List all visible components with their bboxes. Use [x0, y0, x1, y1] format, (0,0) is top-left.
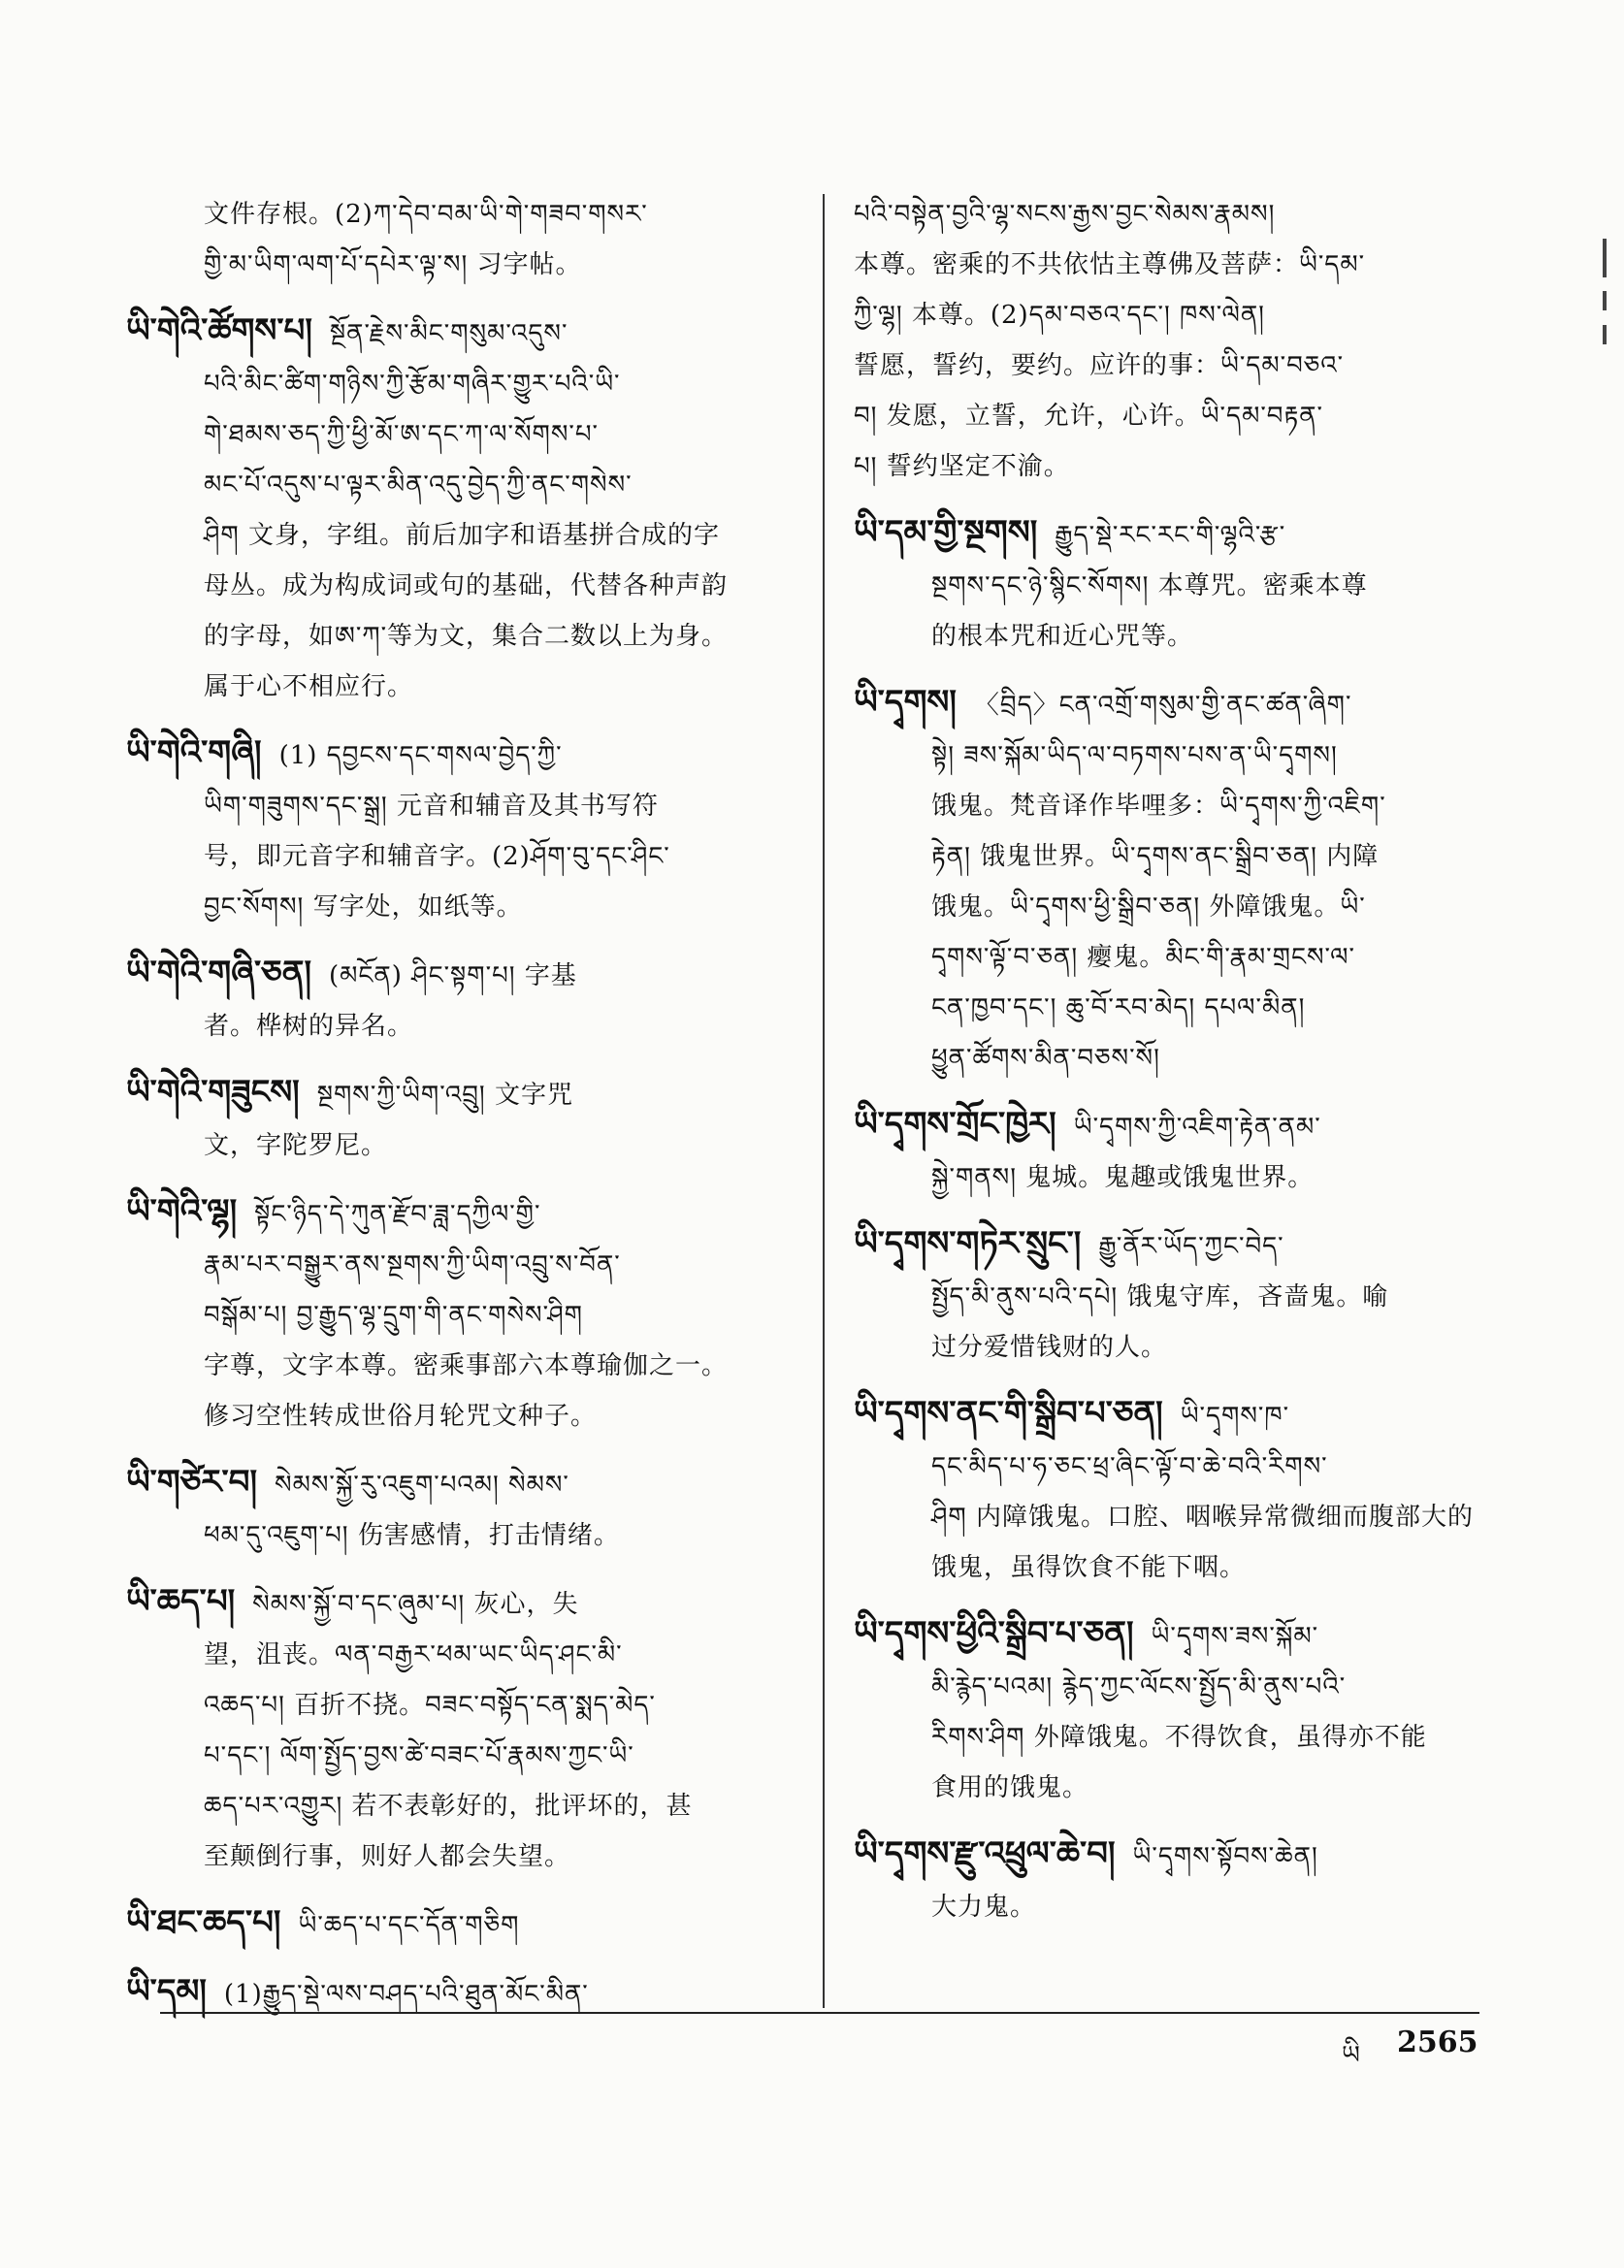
definition-text: ཡི་དྭགས་ཀྱི་འཇིག་རྟེན་ནམ་ [1073, 1113, 1321, 1142]
entry-line [854, 340, 1489, 391]
headword: ཡི་གེའི་ཚོགས་པ། [126, 311, 312, 350]
headword: ཡི་དམ། [126, 1972, 207, 2011]
entry-line [854, 1152, 1489, 1203]
definition-text: 饿鬼，虽得饮食不能下咽。 [931, 1553, 1247, 1582]
headword: ཡི་དྭགས། [854, 683, 957, 722]
entry-line [126, 781, 805, 831]
entry-line [126, 240, 805, 290]
entry-line [126, 1510, 805, 1561]
right-column [854, 189, 1489, 1948]
definition-text: (1) དབྱངས་དང་གསལ་བྱེད་ཀྱི་ [278, 741, 563, 770]
entry-line [126, 831, 805, 882]
headword: ཡི་དྭགས་རྫུ་འཕྲུལ་ཆེ་བ། [854, 1834, 1116, 1873]
entry-line [854, 1033, 1489, 1084]
entry-line [126, 1457, 805, 1510]
definition-text: ཡིག་གཟུགས་དང་སྒྲ། 元音和辅音及其书写符 [204, 792, 659, 821]
headword: ཡི་གེའི་གཞི། [126, 733, 262, 772]
headword: ཡི་དྭགས་ཕྱིའི་སྒྲིབ་པ་ཅན། [854, 1614, 1134, 1653]
definition-text: བྱང་སོགས། 写字处，如纸等。 [204, 892, 523, 922]
entry-line [126, 948, 805, 1001]
entry-line [854, 240, 1489, 290]
dictionary-entry [854, 1829, 1489, 1932]
margin-mark [1603, 291, 1607, 310]
entry-line [126, 510, 805, 561]
definition-text: ཕྱུན་ཚོགས་མིན་བཅས་སོ། [931, 1044, 1160, 1073]
definition-text: ཡི་དྭགས་ཟས་སྐོམ་ [1151, 1622, 1319, 1651]
headword: ཡི་དམ་གྱི་སྔགས། [854, 513, 1038, 552]
entry-line [854, 189, 1489, 240]
definition-text: པ། 誓约坚定不渝。 [854, 452, 1070, 481]
entry-line [126, 1391, 805, 1442]
dictionary-entry [854, 1099, 1489, 1203]
definition-text: བ། 发愿，立誓，允许，心许。ཡི་དམ་བརྟན་ [854, 402, 1324, 431]
entry-line [126, 561, 805, 611]
entry-line [126, 1001, 805, 1052]
entry-line [126, 1341, 805, 1391]
definition-text: ཡི་དྭགས་ཁ་ [1180, 1402, 1290, 1431]
definition-text: དང་མིད་པ་ཧ་ཅང་ཕྲ་ཞིང་ལྟོ་བ་ཆེ་བའི་རིགས་ [931, 1452, 1328, 1481]
entry-line [854, 1542, 1489, 1593]
entry-line [854, 1218, 1489, 1272]
definition-text: སྔགས་དང་ཉེ་སྙིང་སོགས། 本尊咒。密乘本尊 [931, 571, 1368, 600]
definition-text: རྒྱུད་སྡེ་རང་རང་གི་ལྷའི་རྩ་ [1055, 521, 1286, 550]
footer-rule [160, 2012, 1479, 2014]
entry-line [126, 1290, 805, 1341]
definition-text: ཀྱི་ལྷ། 本尊。(2)དམ་བཅའ་དང་། ཁས་ལེན། [854, 301, 1265, 330]
definition-text: སྐྱེ་གནས། 鬼城。鬼趣或饿鬼世界。 [931, 1163, 1315, 1192]
headword: ཡི་གེའི་གཞི་ཅན། [126, 954, 312, 992]
headword: ཡི་གེའི་ལྷ། [126, 1192, 238, 1231]
definition-text: (1)རྒྱུད་སྡེ་ལས་བཤད་པའི་ཐུན་མོང་མིན་ [223, 1980, 589, 2009]
definition-text: སེམས་སྐྱོ་བ་དང་ཞུམ་པ། 灰心，失 [252, 1590, 579, 1619]
definition-text: ཆད་པར་འགྱུར། 若不表彰好的，批评坏的，甚 [204, 1792, 693, 1821]
dictionary-entry [126, 1897, 805, 1951]
definition-text: 修习空性转成世俗月轮咒文种子。 [204, 1402, 598, 1431]
entry-line [854, 831, 1489, 882]
dictionary-entry [126, 1186, 805, 1442]
headword: ཡི་ཆད་པ། [126, 1582, 236, 1621]
entry-line [126, 306, 805, 359]
definition-text: གེ་ཐམས་ཅད་ཀྱི་ཕྱི་མོ་ཨ་དང་ཀ་ལ་སོགས་པ་ [204, 420, 599, 449]
dictionary-entry [126, 189, 805, 290]
definition-text: སེམས་སྐྱོ་རུ་འཇུག་པའམ། སེམས་ [275, 1471, 569, 1500]
entry-line [854, 1492, 1489, 1542]
definition-text: 〈བྲིད〉ངན་འགྲོ་གསུམ་གྱི་ནང་ཚན་ཞིག་ [973, 691, 1352, 720]
entry-line [854, 290, 1489, 340]
entry-line [126, 1067, 805, 1120]
definition-text: 望，沮丧。ལན་བརྒྱར་ཕམ་ཡང་ཡིད་ཤང་མི་ [204, 1640, 623, 1669]
headword: ཡི་དྭགས་ནང་གི་སྒྲིབ་པ་ཅན། [854, 1394, 1163, 1433]
entry-line [126, 1781, 805, 1831]
definition-text: ཤིག 文身，字组。前后加字和语基拼合成的字 [204, 521, 721, 550]
entry-line [126, 662, 805, 712]
definition-text: སྤྱོད་མི་ནུས་པའི་དཔེ། 饿鬼守库，吝啬鬼。喻 [931, 1282, 1389, 1312]
definition-text: (མངོན) ཤིང་སྟག་པ། 字基 [329, 961, 577, 990]
entry-line [126, 1680, 805, 1731]
entry-line [126, 1731, 805, 1781]
definition-text: པ་དང་། ལོག་སྤྱོད་བྱས་ཚེ་བཟང་པོ་རྣམས་ཀྱང་ཡི་ [204, 1741, 634, 1770]
entry-line [854, 730, 1489, 781]
definition-text: ངན་ཁྱབ་དང་། ཆུ་བོ་རབ་མེད། དཔལ་མིན། [931, 993, 1306, 1022]
entry-line [854, 391, 1489, 441]
definition-text: 母丛。成为构成词或句的基础，代替各种声韵 [204, 571, 729, 600]
dictionary-entry [854, 1388, 1489, 1593]
definition-text: སྟོང་ཉིད་དེ་ཀུན་རྫོབ་ཟླ་དཀྱིལ་གྱི་ [254, 1200, 541, 1229]
entry-line [126, 1831, 805, 1882]
dictionary-entry [854, 1608, 1489, 1813]
definition-text: རྣམ་པར་བསྒྱུར་ནས་སྔགས་ཀྱི་ཡིག་འབྲུ་ས་བོན་ [204, 1250, 621, 1280]
entry-line [126, 1897, 805, 1951]
definition-text: པའི་མིང་ཚིག་གཉིས་ཀྱི་རྩོམ་གཞིར་གྱུར་པའི་ཡི་ [204, 370, 621, 399]
headword: ཡི་གཙེར་བ། [126, 1463, 258, 1502]
dictionary-entry [126, 1067, 805, 1171]
entry-line [854, 677, 1489, 730]
definition-text: ཡི་ཆད་པ་དང་དོན་གཅིག [298, 1911, 520, 1940]
definition-text: 文，字陀罗尼。 [204, 1131, 388, 1160]
definition-text: 誓愿，誓约，要约。应许的事：ཡི་དམ་བཅའ་ [854, 351, 1345, 380]
definition-text: 的字母，如ཨ་ཀ་等为文，集合二数以上为身。 [204, 622, 729, 651]
page-number: 2565 [1397, 2025, 1478, 2059]
entry-line [126, 1120, 805, 1171]
definition-text: གྱི་མ་ཡིག་ལག་པོ་དཔེར་ལྟ་ས། 习字帖。 [204, 250, 582, 279]
entry-line [126, 728, 805, 781]
entry-line [126, 611, 805, 662]
definition-text: སྔོན་རྗེས་མིང་གསུམ་འདུས་ [329, 319, 568, 348]
margin-mark [1603, 325, 1607, 344]
definition-text: 字尊，文字本尊。密乘事部六本尊瑜伽之一。 [204, 1351, 729, 1380]
entry-line [854, 1829, 1489, 1882]
entry-line [854, 1608, 1489, 1662]
definition-text: བསྒོམ་པ། བྱ་རྒྱུད་ལྷ་དྲུག་གི་ནང་གསེས་ཤིག [204, 1301, 583, 1330]
entry-line [854, 983, 1489, 1033]
left-column [126, 189, 805, 2035]
headword: ཡི་དྭགས་གྲོང་ཁྱེར། [854, 1105, 1056, 1144]
dictionary-entry [854, 1218, 1489, 1373]
dictionary-entry [126, 948, 805, 1052]
entry-line [854, 781, 1489, 831]
entry-line [126, 189, 805, 240]
entry-line [854, 507, 1489, 561]
entry-line [854, 441, 1489, 492]
definition-text: སྟེ། ཟས་སྐོམ་ཡིད་ལ་བཏགས་པས་ན་ཡི་དྭགས། [931, 741, 1338, 770]
entry-line [854, 1763, 1489, 1813]
dictionary-entry [126, 728, 805, 932]
dictionary-entry [126, 306, 805, 712]
definition-text: 本尊。密乘的不共依怙主尊佛及菩萨：ཡི་དམ་ [854, 250, 1366, 279]
definition-text: རིགས་ཤིག 外障饿鬼。不得饮食，虽得亦不能 [931, 1723, 1427, 1752]
definition-text: རྟེན། 饿鬼世界。ཡི་དྭགས་ནང་སྒྲིབ་ཅན། 内障 [931, 842, 1380, 871]
entry-line [126, 409, 805, 460]
column-divider [823, 194, 825, 2008]
definition-text: 饿鬼。ཡི་དྭགས་ཕྱི་སྒྲིབ་ཅན། 外障饿鬼。ཡི་ [931, 892, 1366, 922]
entry-line [126, 1186, 805, 1240]
definition-text: 者。桦树的异名。 [204, 1012, 414, 1041]
entry-line [854, 1322, 1489, 1373]
entry-line [854, 1662, 1489, 1712]
entry-line [854, 611, 1489, 662]
definition-text: རྒྱུ་ནོར་ཡོད་ཀྱང་བེད་ [1098, 1232, 1284, 1261]
dictionary-entry [126, 1576, 805, 1882]
entry-line [854, 1272, 1489, 1322]
entry-line [854, 1882, 1489, 1932]
definition-text: 过分爱惜钱财的人。 [931, 1333, 1168, 1362]
definition-text: ཕམ་དུ་འཇུག་པ། 伤害感情，打击情绪。 [204, 1521, 620, 1550]
definition-text: 属于心不相应行。 [204, 672, 414, 701]
headword: ཡི་གེའི་གཟུངས། [126, 1073, 300, 1112]
definition-text: 大力鬼。 [931, 1893, 1037, 1922]
entry-line [854, 882, 1489, 932]
definition-text: པའི་བསྟེན་བྱའི་ལྷ་སངས་རྒྱས་བྱང་སེམས་རྣམས། [854, 200, 1276, 229]
margin-mark [1603, 239, 1607, 277]
entry-line [854, 1712, 1489, 1763]
definition-text: ཡི་དྭགས་སྟོབས་ཆེན། [1132, 1842, 1318, 1871]
definition-text: མི་རྙེད་པའམ། རྙེད་ཀྱང་ལོངས་སྤྱོད་མི་ནུས་པའི་ [931, 1672, 1347, 1701]
headword: ཡི་དྭགས་གཏེར་སྲུང་། [854, 1224, 1082, 1263]
footer-section-letter: ཡི [1342, 2041, 1360, 2070]
dictionary-entry [854, 677, 1489, 1084]
entry-line [126, 1630, 805, 1680]
definition-text: འཆད་པ། 百折不挠。བཟང་བསྟོད་ངན་སྨད་མེད་ [204, 1691, 656, 1720]
headword: ཡི་ཐང་ཆད་པ། [126, 1903, 281, 1942]
entry-line [126, 1576, 805, 1630]
entry-line [126, 882, 805, 932]
dictionary-entry [126, 1457, 805, 1561]
definition-text: 至颠倒行事，则好人都会失望。 [204, 1842, 571, 1871]
definition-text: མང་པོ་འདུས་པ་ལྟར་མིན་འདུ་བྱེད་ཀྱི་ནང་གསེས་ [204, 470, 633, 500]
definition-text: དྭགས་ལྟོ་བ་ཅན། 瘿鬼。མིང་གི་རྣམ་གྲངས་ལ་ [931, 943, 1355, 972]
definition-text: 的根本咒和近心咒等。 [931, 622, 1194, 651]
definition-text: 文件存根。(2)ཀ་དེབ་བམ་ཡི་གེ་གཟབ་གསར་ [204, 200, 648, 229]
entry-line [854, 1099, 1489, 1152]
definition-text: སྔགས་ཀྱི་ཡིག་འབྲུ། 文字咒 [316, 1081, 573, 1110]
entry-line [126, 359, 805, 409]
entry-line [854, 1388, 1489, 1442]
definition-text: 号，即元音字和辅音字。(2)ཤོག་བུ་དང་ཤིང་ [204, 842, 670, 871]
dictionary-entry [854, 507, 1489, 662]
entry-line [126, 1240, 805, 1290]
definition-text: 饿鬼。梵音译作毕哩多：ཡི་དྭགས་ཀྱི་འཇིག་ [931, 792, 1386, 821]
definition-text: ཤིག 内障饿鬼。口腔、咽喉异常微细而腹部大的 [931, 1503, 1475, 1532]
entry-line [854, 932, 1489, 983]
dictionary-entry [854, 189, 1489, 492]
entry-line [854, 1442, 1489, 1492]
entry-line [126, 460, 805, 510]
entry-line [854, 561, 1489, 611]
definition-text: 食用的饿鬼。 [931, 1773, 1089, 1802]
